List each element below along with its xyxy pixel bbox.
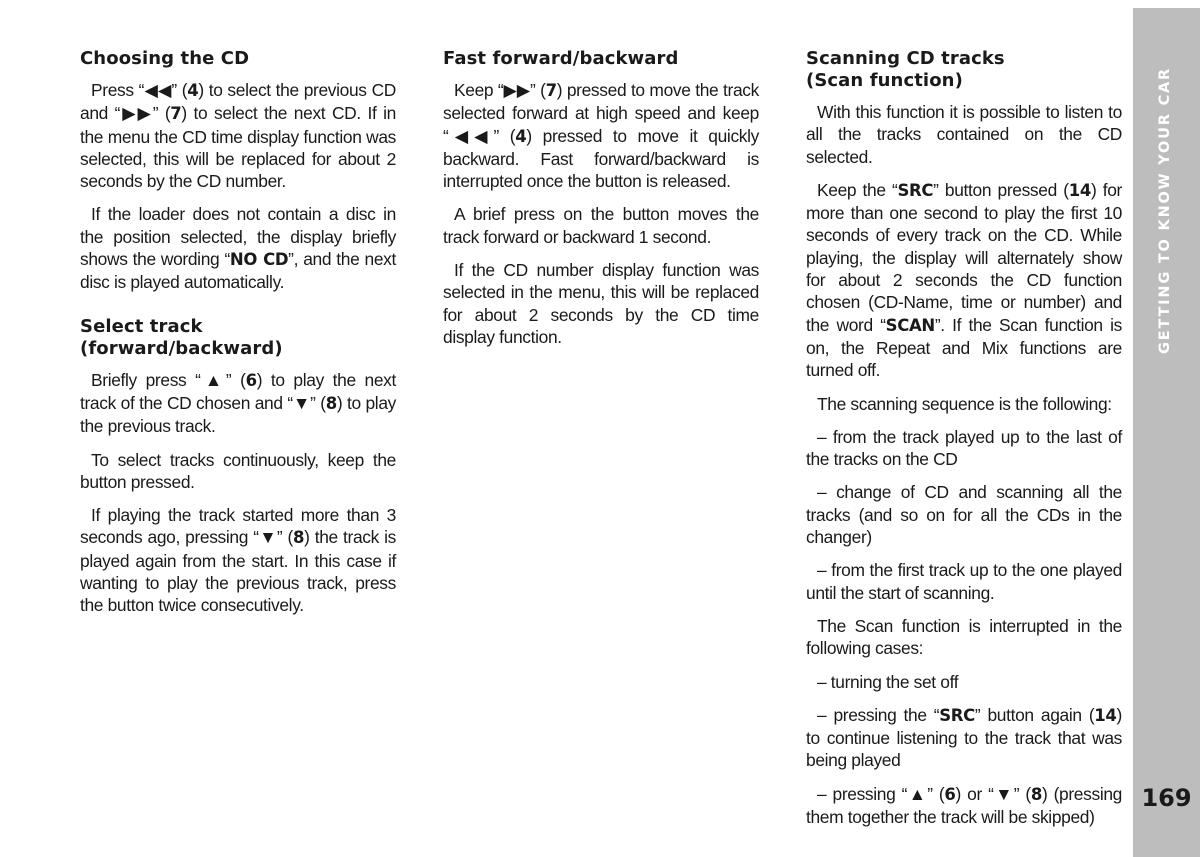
paragraph: Keep the “SRC” button pressed (14) for more than one second to play the first 10 seconds of every track on the CD. While playing, the display will alternately show for about 2 seconds the CD function chosen (CD-Name, time or number) and the word “SCAN”. If the Scan function is on, the Repeat and Mix functions are turned off.: [806, 179, 1122, 381]
paragraph: The Scan function is interrupted in the following cases:: [806, 615, 1122, 659]
list-item: – change of CD and scanning all the tracks (and so on for all the CDs in the changer): [806, 482, 1122, 548]
column-3: [806, 48, 1122, 839]
section-title-text: GETTING TO KNOW YOUR CAR: [1157, 67, 1173, 354]
paragraph: The scanning sequence is the following:: [817, 393, 1112, 414]
paragraph: If the loader does not contain a disc in the position selected, the display briefly shows the wording “NO CD”, and the next disc is played automatically.: [80, 204, 396, 293]
heading-select-track: Select track (forward/backward): [80, 315, 283, 359]
paragraph: Briefly press “▲” (6) to play the next track of the CD chosen and “▼” (8) to play the previous track.: [80, 369, 396, 437]
column-1: [80, 48, 396, 628]
paragraph: Keep “▶▶” (7) pressed to move the track selected forward at high speed and keep “◀◀” (4) pressed to move it quickly backward. Fast forward/backward is interrupted once the button is released.: [443, 80, 759, 192]
paragraph: If playing the track started more than 3 seconds ago, pressing “▼” (8) the track is played again from the start. In this case if wanting to play the previous track, press the button twice consecutively.: [80, 505, 396, 616]
paragraph: If the CD number display function was selected in the menu, this will be replaced for about 2 seconds by the CD time display function.: [443, 260, 759, 347]
heading-scanning: Scanning CD tracks (Scan function): [806, 48, 1005, 91]
paragraph: To select tracks continuously, keep the button pressed.: [80, 449, 396, 492]
list-item: – pressing the “SRC” button again (14) to continue listening to the track that was being played: [806, 704, 1122, 771]
paragraph: Press “◀◀” (4) to select the previous CD and “▶▶” (7) to select the next CD. If in the menu the CD time display function was selected, this will be replaced for about 2 seconds by the CD number.: [80, 80, 396, 192]
list-item: – pressing “▲” (6) or “▼” (8) (pressing them together the track will be skipped): [806, 783, 1122, 828]
paragraph: A brief press on the button moves the track forward or backward 1 second.: [443, 204, 759, 247]
page-number: 169: [1141, 784, 1192, 812]
heading-choosing-cd: Choosing the CD: [80, 48, 250, 69]
paragraph: With this function it is possible to listen to all the tracks contained on the CD selected.: [806, 102, 1122, 167]
list-item: – from the track played up to the last of the tracks on the CD: [806, 426, 1122, 470]
list-item: – turning the set off: [817, 671, 959, 692]
section-title: [1150, 48, 1180, 373]
column-2: [443, 48, 759, 359]
heading-fast-forward: Fast forward/backward: [443, 48, 679, 69]
list-item: – from the first track up to the one played until the start of scanning.: [806, 560, 1122, 603]
